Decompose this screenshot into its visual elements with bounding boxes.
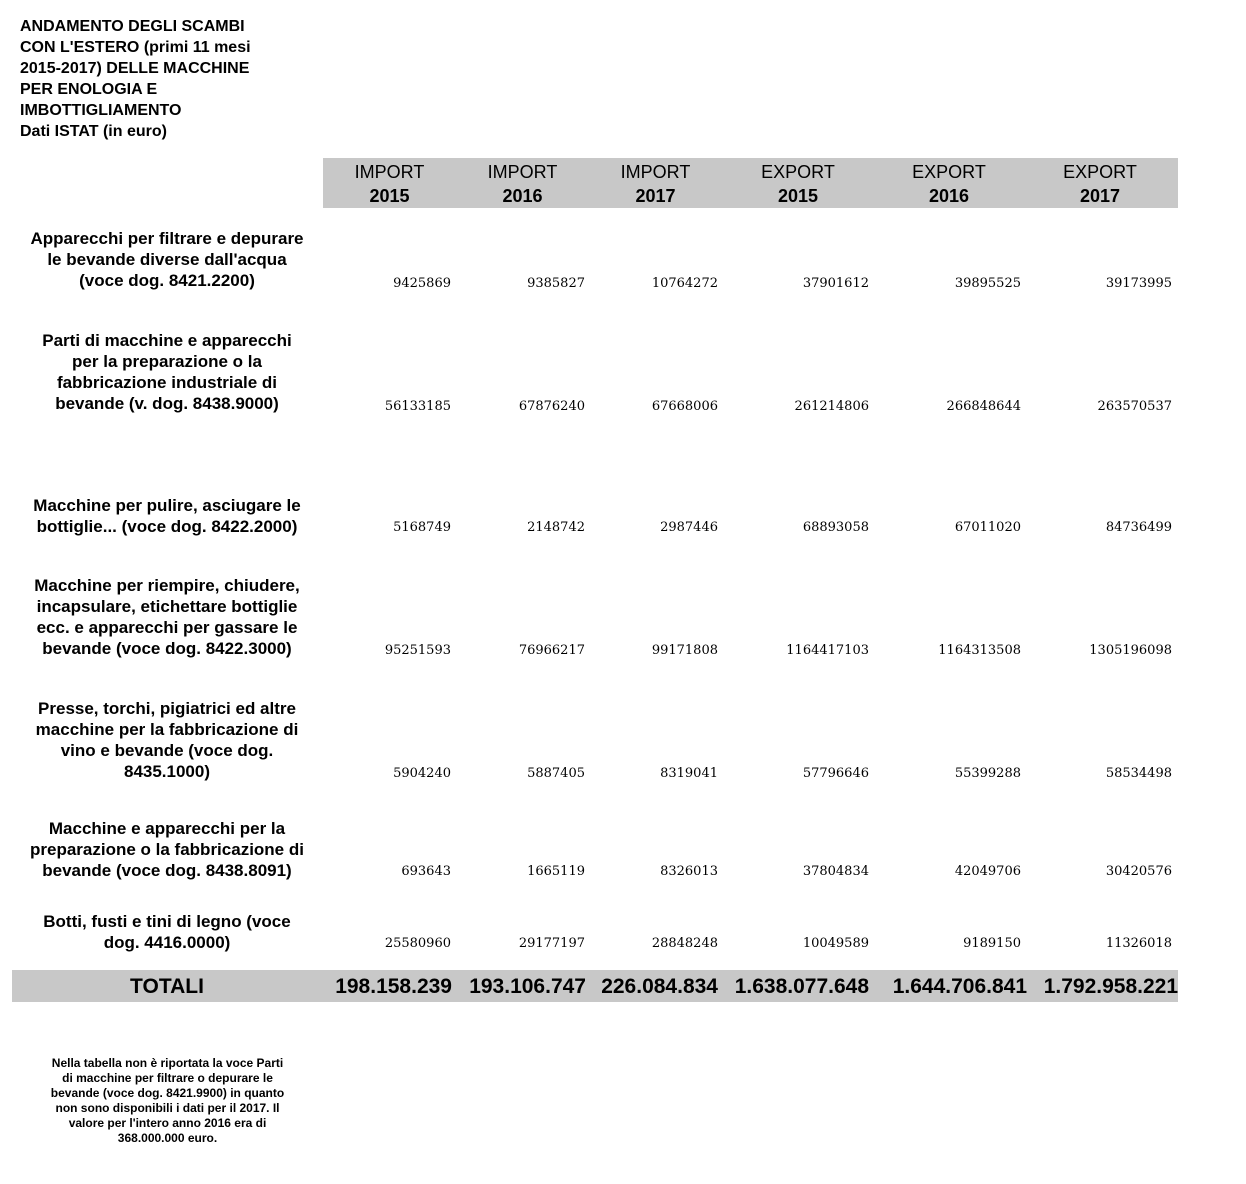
table-cell: 39895525 (954, 276, 1021, 291)
row-label (14, 911, 320, 953)
footnote-line: bevande (voce dog. 8421.9900) in quanto (50, 1086, 285, 1100)
footnote-line: 368.000.000 euro. (117, 1131, 218, 1145)
table-cell: 67011020 (954, 520, 1021, 535)
table-cell: 29177197 (518, 936, 585, 951)
column-header (589, 160, 722, 208)
total-value: 1.638.077.648 (734, 975, 869, 998)
column-year: 2017 (635, 186, 676, 206)
table-cell: 266848644 (946, 399, 1021, 414)
total-value: 193.106.747 (469, 975, 586, 998)
table-cell: 2148742 (527, 520, 585, 535)
title-line: Dati ISTAT (in euro) (20, 123, 167, 140)
table-cell: 58534498 (1105, 766, 1172, 781)
row-label-line: bevande (v. dog. 8438.9000) (55, 394, 279, 413)
table-cell: 37804834 (802, 864, 869, 879)
footnote-line: non sono disponibili i dati per il 2017. Il (55, 1101, 280, 1115)
table-cell: 68893058 (802, 520, 869, 535)
column-type: IMPORT (487, 162, 558, 182)
table-cell: 5887405 (527, 766, 585, 781)
row-label-line: Macchine per riempire, chiudere, (34, 576, 300, 595)
table-cell: 39173995 (1105, 276, 1172, 291)
row-label-line: dog. 4416.0000) (103, 933, 231, 952)
title-line: 2015-2017) DELLE MACCHINE (20, 60, 250, 77)
total-value: 1.644.706.841 (892, 975, 1027, 998)
footnote-line: valore per l'intero anno 2016 era di (68, 1116, 267, 1130)
row-label-line: bevande (voce dog. 8422.3000) (42, 639, 292, 658)
row-label-line: preparazione o la fabbricazione di (30, 840, 304, 859)
row-label (14, 818, 320, 881)
row-label-line: vino e bevande (voce dog. (60, 741, 274, 760)
row-label-line: fabbricazione industriale di (56, 373, 278, 392)
column-year: 2017 (1079, 186, 1121, 206)
table-cell: 2987446 (660, 520, 718, 535)
column-year: 2015 (777, 186, 819, 206)
column-type: EXPORT (912, 162, 986, 182)
column-type: IMPORT (620, 162, 691, 182)
table-cell: 693643 (401, 864, 451, 879)
title-line: PER ENOLOGIA E (20, 81, 158, 98)
column-header (1024, 160, 1176, 208)
row-label-line: Apparecchi per filtrare e depurare (30, 229, 304, 248)
row-label-line: bottiglie... (voce dog. 8422.2000) (36, 517, 298, 536)
table-cell: 56133185 (384, 399, 451, 414)
table-cell: 261214806 (794, 399, 869, 414)
table-cell: 8319041 (660, 766, 718, 781)
table-cell: 28848248 (651, 936, 718, 951)
row-label-line: Botti, fusti e tini di legno (voce (43, 912, 291, 931)
column-type: IMPORT (354, 162, 425, 182)
title-line: ANDAMENTO DEGLI SCAMBI (20, 18, 245, 35)
row-label-line: 8435.1000) (123, 762, 211, 781)
footnote-line: di macchine per filtrare o depurare le (62, 1071, 273, 1085)
row-label-line: macchine per la fabbricazione di (35, 720, 299, 739)
row-label-line: Macchine e apparecchi per la (48, 819, 286, 838)
table-cell: 25580960 (384, 936, 451, 951)
column-year: 2015 (369, 186, 410, 206)
table-cell: 8326013 (660, 864, 718, 879)
row-label-line: (voce dog. 8421.2200) (79, 271, 255, 290)
table-cell: 5904240 (393, 766, 451, 781)
totals-label: TOTALI (130, 975, 204, 998)
column-header (874, 160, 1024, 208)
row-label (14, 228, 320, 291)
table-cell: 76966217 (518, 643, 585, 658)
column-header (722, 160, 874, 208)
row-label-line: le bevande diverse dall'acqua (47, 250, 287, 269)
column-header (456, 160, 589, 208)
column-year: 2016 (928, 186, 970, 206)
row-label-line: Presse, torchi, pigiatrici ed altre (38, 699, 296, 718)
table-cell: 1665119 (527, 864, 585, 879)
table-cell: 263570537 (1097, 399, 1172, 414)
row-label-line: per la preparazione o la (72, 352, 262, 371)
table-cell: 9385827 (527, 276, 585, 291)
table-cell: 1305196098 (1089, 643, 1172, 658)
table-cell: 1164313508 (938, 643, 1021, 658)
table-cell: 57796646 (802, 766, 869, 781)
column-header (323, 160, 456, 208)
table-cell: 55399288 (954, 766, 1021, 781)
table-cell: 42049706 (954, 864, 1021, 879)
title-line: CON L'ESTERO (primi 11 mesi (20, 39, 251, 56)
page-title (20, 16, 310, 142)
table-cell: 5168749 (393, 520, 451, 535)
table-cell: 11326018 (1105, 936, 1172, 951)
table-cell: 1164417103 (786, 643, 869, 658)
row-label (14, 330, 320, 414)
row-label (14, 698, 320, 782)
row-label-line: ecc. e apparecchi per gassare le (36, 618, 298, 637)
table-cell: 9425869 (393, 276, 451, 291)
column-type: EXPORT (761, 162, 835, 182)
column-year: 2016 (502, 186, 543, 206)
table-cell: 67668006 (651, 399, 718, 414)
footnote (20, 1056, 315, 1146)
row-label-line: bevande (voce dog. 8438.8091) (42, 861, 292, 880)
total-value: 226.084.834 (601, 975, 718, 998)
title-line: IMBOTTIGLIAMENTO (20, 102, 182, 119)
table-cell: 9189150 (963, 936, 1021, 951)
table-cell: 10764272 (651, 276, 718, 291)
table-cell: 84736499 (1105, 520, 1172, 535)
row-label-line: Macchine per pulire, asciugare le (33, 496, 301, 515)
table-cell: 10049589 (802, 936, 869, 951)
footnote-line: Nella tabella non è riportata la voce Parti (51, 1056, 284, 1070)
table-cell: 37901612 (802, 276, 869, 291)
column-type: EXPORT (1063, 162, 1137, 182)
row-label-line: Parti di macchine e apparecchi (42, 331, 292, 350)
total-value: 198.158.239 (335, 975, 452, 998)
row-label (14, 495, 320, 537)
row-label-line: incapsulare, etichettare bottiglie (36, 597, 298, 616)
table-cell: 67876240 (518, 399, 585, 414)
table-cell: 99171808 (651, 643, 718, 658)
total-value: 1.792.958.221 (1043, 975, 1178, 998)
table-cell: 95251593 (384, 643, 451, 658)
row-label (14, 575, 320, 659)
table-cell: 30420576 (1105, 864, 1172, 879)
